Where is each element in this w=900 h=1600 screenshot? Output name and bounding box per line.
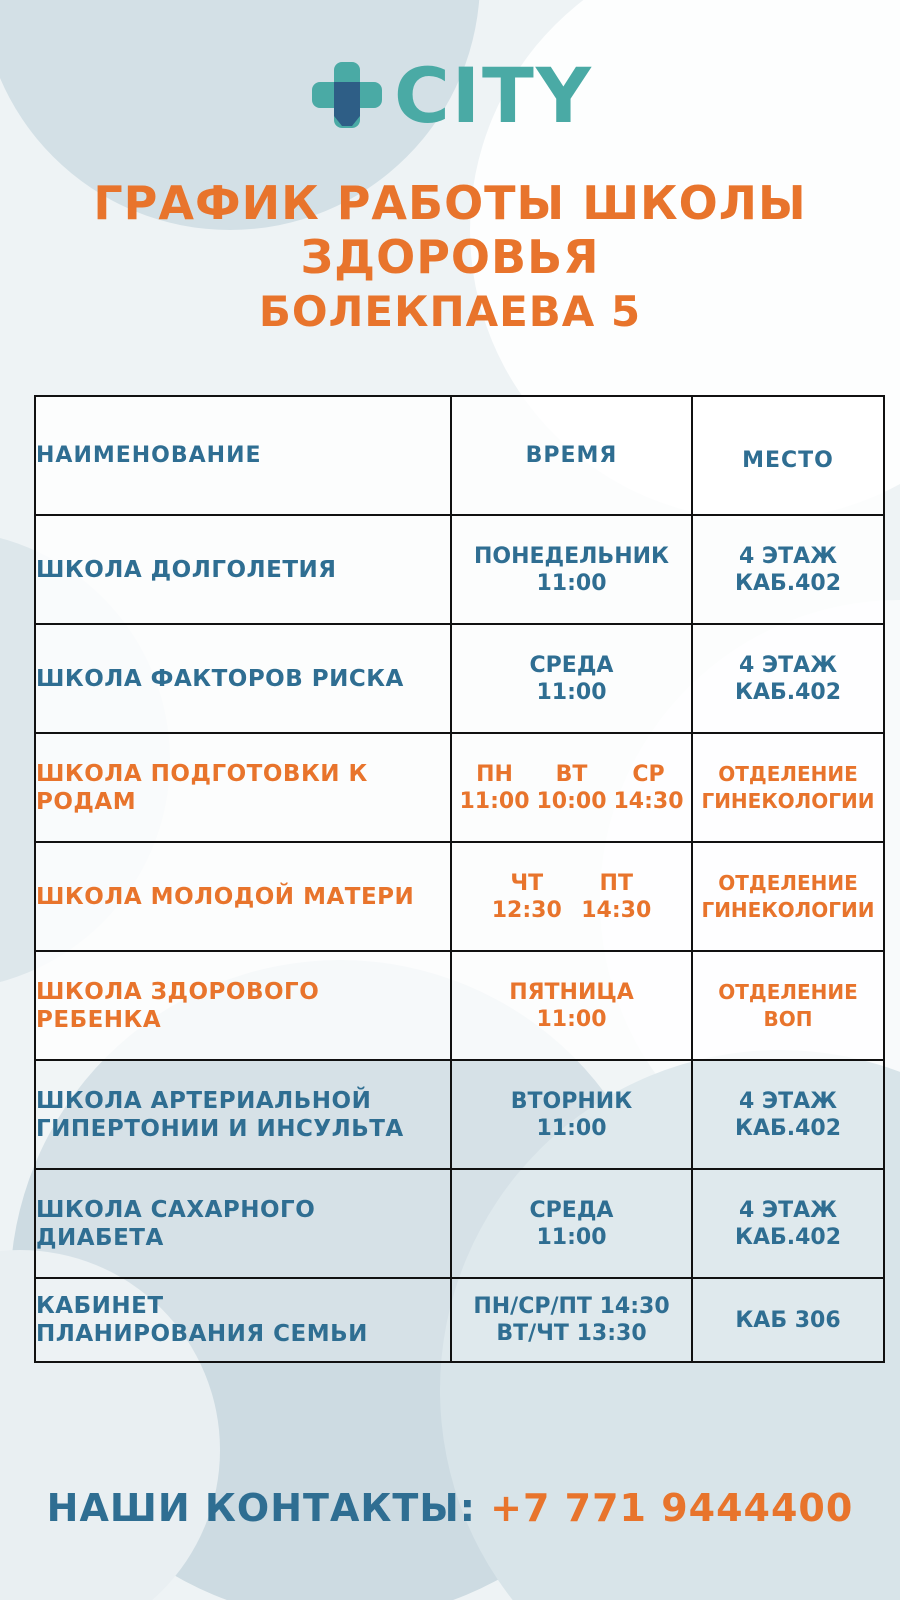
row-name <box>35 1278 451 1362</box>
table-row <box>35 1060 884 1169</box>
row-place-line2: КАБ.402 <box>734 1115 842 1141</box>
slot-time: 12:30 <box>491 897 562 923</box>
row-hour: 11:00 <box>536 679 607 705</box>
row-day: СРЕДА <box>529 1197 614 1223</box>
row-place-line1: ОТДЕЛЕНИЕ <box>718 979 858 1004</box>
table-header-row <box>35 396 884 515</box>
row-place-line2: ГИНЕКОЛОГИИ <box>701 897 875 922</box>
slot-time: 14:30 <box>613 788 684 814</box>
row-name-line2: РОДАМ <box>36 788 137 815</box>
header-name: НАИМЕНОВАНИЕ <box>35 396 451 515</box>
row-hour: 11:00 <box>536 570 607 596</box>
slot <box>492 870 562 924</box>
row-place <box>692 1278 884 1362</box>
table-row <box>35 1169 884 1278</box>
row-name-line1: ШКОЛА АРТЕРИАЛЬНОЙ <box>36 1087 372 1114</box>
city-logo <box>312 51 612 140</box>
table-row <box>35 842 884 951</box>
slot <box>459 761 529 815</box>
row-hour: 11:00 <box>536 1006 607 1032</box>
row-name-text: ШКОЛА МОЛОДОЙ МАТЕРИ <box>36 883 415 910</box>
slot-time: 11:00 <box>459 788 530 814</box>
row-name-text: ШКОЛА ДОЛГОЛЕТИЯ <box>36 556 337 583</box>
row-name <box>35 624 451 733</box>
table-row <box>35 733 884 842</box>
row-place-line1: 4 ЭТАЖ <box>738 543 838 569</box>
table-row <box>35 1278 884 1362</box>
row-time <box>451 733 692 842</box>
schedule-table <box>34 395 885 1363</box>
logo-text: CITY <box>394 51 593 140</box>
row-place <box>692 951 884 1060</box>
slot-time: 14:30 <box>581 897 652 923</box>
header-place: МЕСТО <box>692 396 884 515</box>
slot <box>536 761 606 815</box>
row-name-text: ШКОЛА ФАКТОРОВ РИСКА <box>36 665 404 692</box>
row-place-line1: 4 ЭТАЖ <box>738 1088 838 1114</box>
table-row <box>35 951 884 1060</box>
row-time <box>451 624 692 733</box>
row-name <box>35 951 451 1060</box>
phone-number[interactable]: +7 771 9444400 <box>490 1486 854 1530</box>
row-day: СРЕДА <box>529 652 614 678</box>
row-place-line1: 4 ЭТАЖ <box>738 1197 838 1223</box>
row-name <box>35 733 451 842</box>
row-name-line2: РЕБЕНКА <box>36 1006 162 1033</box>
row-place <box>692 842 884 951</box>
row-place-line2: КАБ.402 <box>734 679 842 705</box>
table-row <box>35 624 884 733</box>
row-name-line2: ДИАБЕТА <box>36 1224 164 1251</box>
row-place-text: КАБ 306 <box>735 1307 841 1333</box>
slot <box>613 761 683 815</box>
slot-day: ПТ <box>599 870 633 896</box>
row-name-line2: ПЛАНИРОВАНИЯ СЕМЬИ <box>36 1321 368 1347</box>
row-place-line2: КАБ.402 <box>734 570 842 596</box>
contacts-label: НАШИ КОНТАКТЫ: <box>46 1486 476 1530</box>
row-time <box>451 951 692 1060</box>
row-place <box>692 1060 884 1169</box>
row-name <box>35 1060 451 1169</box>
title-line-1: ГРАФИК РАБОТЫ ШКОЛЫ <box>93 176 807 230</box>
row-place-line2: ГИНЕКОЛОГИИ <box>701 788 875 813</box>
row-place <box>692 1169 884 1278</box>
contacts <box>0 1486 900 1530</box>
slot <box>581 870 651 924</box>
row-time <box>451 842 692 951</box>
row-place <box>692 624 884 733</box>
row-day: ПОНЕДЕЛЬНИК <box>473 543 670 569</box>
row-hour: 11:00 <box>536 1115 607 1141</box>
row-time-line2: ВТ/ЧТ 13:30 <box>496 1321 647 1346</box>
row-place-line2: КАБ.402 <box>734 1224 842 1250</box>
slot-day: ВТ <box>555 761 588 787</box>
row-place-line1: ОТДЕЛЕНИЕ <box>718 761 858 786</box>
row-hour: 11:00 <box>536 1224 607 1250</box>
row-place-line2: ВОП <box>763 1006 813 1031</box>
row-name-line1: ШКОЛА ПОДГОТОВКИ К <box>36 760 368 787</box>
slot-day: СР <box>632 761 665 787</box>
row-name <box>35 1169 451 1278</box>
row-time <box>451 1278 692 1362</box>
medical-cross-icon <box>312 62 382 128</box>
row-name-line2: ГИПЕРТОНИИ И ИНСУЛЬТА <box>36 1115 404 1142</box>
title-address: БОЛЕКПАЕВА 5 <box>258 287 642 336</box>
row-name-line1: КАБИНЕТ <box>36 1293 164 1319</box>
row-place <box>692 515 884 624</box>
row-time <box>451 1169 692 1278</box>
row-place-line1: 4 ЭТАЖ <box>738 652 838 678</box>
row-name-line1: ШКОЛА САХАРНОГО <box>36 1196 316 1223</box>
row-name-line1: ШКОЛА ЗДОРОВОГО <box>36 978 320 1005</box>
page-title <box>0 176 900 338</box>
row-day: ВТОРНИК <box>510 1088 633 1114</box>
row-name <box>35 515 451 624</box>
row-name <box>35 842 451 951</box>
title-line-2: ЗДОРОВЬЯ <box>300 230 600 284</box>
row-time <box>451 515 692 624</box>
slot-day: ПН <box>476 761 513 787</box>
slot-time: 10:00 <box>536 788 607 814</box>
row-place-line1: ОТДЕЛЕНИЕ <box>718 870 858 895</box>
slot-day: ЧТ <box>510 870 544 896</box>
row-time-line1: ПН/СР/ПТ 14:30 <box>473 1294 670 1319</box>
table-row <box>35 515 884 624</box>
row-day: ПЯТНИЦА <box>509 979 634 1005</box>
row-place <box>692 733 884 842</box>
row-time <box>451 1060 692 1169</box>
header-time: ВРЕМЯ <box>451 396 692 515</box>
